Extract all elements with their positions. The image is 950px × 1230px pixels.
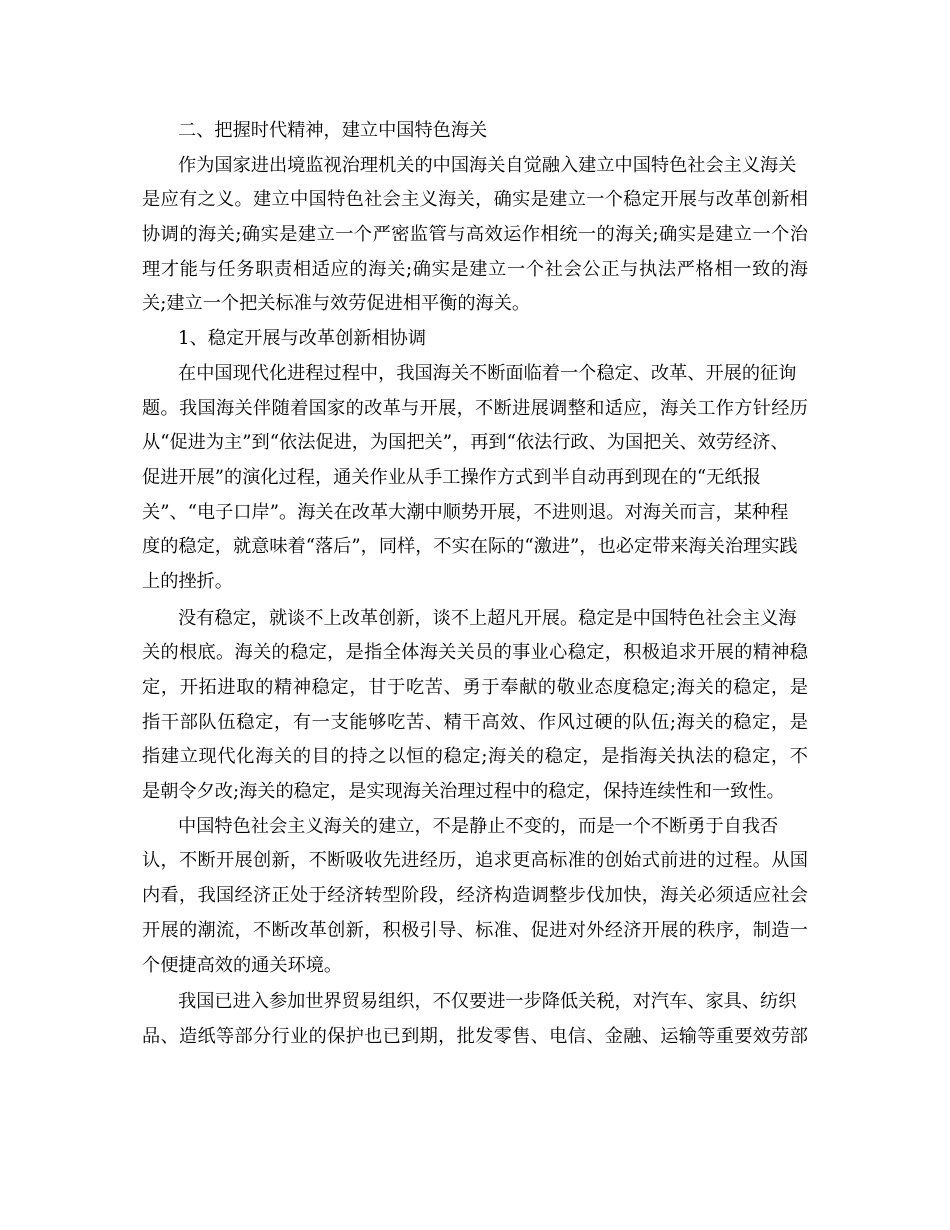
document-body: [142, 114, 808, 1055]
paragraph-line: 认，不断开展创新，不断吸收先进经历，追求更高标准的创始式前进的过程。从国: [142, 850, 808, 872]
paragraph-line: 没有稳定，就谈不上改革创新，谈不上超凡开展。稳定是中国特色社会主义海: [178, 607, 797, 629]
paragraph-line: 指干部队伍稳定，有一支能够吃苦、精干高效、作风过硬的队伍;海关的稳定，是: [142, 711, 808, 733]
paragraph-line: 题。我国海关伴随着国家的改革与开展，不断进展调整和适应，海关工作方针经历: [142, 397, 808, 419]
paragraph-line: 关”、“电子口岸”。海关在改革大潮中顺势开展，不进则退。对海关而言，某种程: [142, 501, 789, 523]
paragraph-line: 关;建立一个把关标准与效劳促进相平衡的海关。: [142, 293, 531, 315]
paragraph-line: 品、造纸等部分行业的保护也已到期，批发零售、电信、金融、运输等重要效劳部: [142, 1025, 808, 1047]
paragraph-line: 理才能与任务职责相适应的海关;确实是建立一个社会公正与执法严格相一致的海: [142, 258, 808, 280]
paragraph-line: 促进开展”的演化过程，通关作业从手工操作方式到半自动再到现在的“无纸报: [142, 466, 761, 488]
paragraph-line: 度的稳定，就意味着“落后”，同样，不实在际的“激进”，也必定带来海关治理实践: [142, 536, 798, 558]
paragraph-line: 指建立现代化海关的目的持之以恒的稳定;海关的稳定，是指海关执法的稳定，不: [142, 746, 808, 768]
paragraph-line: 从“促进为主”到“依法促进，为国把关”，再到“依法行政、为国把关、效劳经济、: [142, 432, 789, 454]
paragraph-line: 关的根底。海关的稳定，是指全体海关关员的事业心稳定，积极追求开展的精神稳: [142, 642, 808, 664]
paragraph-line: 上的挫折。: [142, 570, 233, 592]
subsection-heading: 1、稳定开展与改革创新相协调: [178, 328, 427, 350]
section-heading: 二、把握时代精神，建立中国特色海关: [178, 120, 488, 141]
paragraph-line: 协调的海关;确实是建立一个严密监管与高效运作相统一的海关;确实是建立一个治: [142, 224, 808, 246]
paragraph-line: 定，开拓进取的精神稳定，甘于吃苦、勇于奉献的敬业态度稳定;海关的稳定，是: [142, 677, 808, 698]
paragraph-line: 个便捷高效的通关环境。: [142, 954, 343, 976]
paragraph-line: 作为国家进出境监视治理机关的中国海关自觉融入建立中国特色社会主义海关: [178, 154, 797, 176]
paragraph-line: 在中国现代化进程过程中，我国海关不断面临着一个稳定、改革、开展的征询: [178, 362, 797, 384]
paragraph-line: 是朝令夕改;海关的稳定，是实现海关治理过程中的稳定，保持连续性和一致性。: [142, 781, 785, 803]
paragraph-line: 是应有之义。建立中国特色社会主义海关，确实是建立一个稳定开展与改革创新相: [142, 189, 808, 211]
paragraph-line: 我国已进入参加世界贸易组织，不仅要进一步降低关税，对汽车、家具、纺织: [178, 991, 797, 1013]
paragraph-line: 内看，我国经济正处于经济转型阶段，经济构造调整步伐加快，海关必须适应社会: [142, 885, 808, 907]
paragraph-line: 中国特色社会主义海关的建立，不是静止不变的，而是一个不断勇于自我否: [178, 815, 779, 837]
paragraph-line: 开展的潮流，不断改革创新，积极引导、标准、促进对外经济开展的秩序，制造一: [142, 919, 808, 941]
